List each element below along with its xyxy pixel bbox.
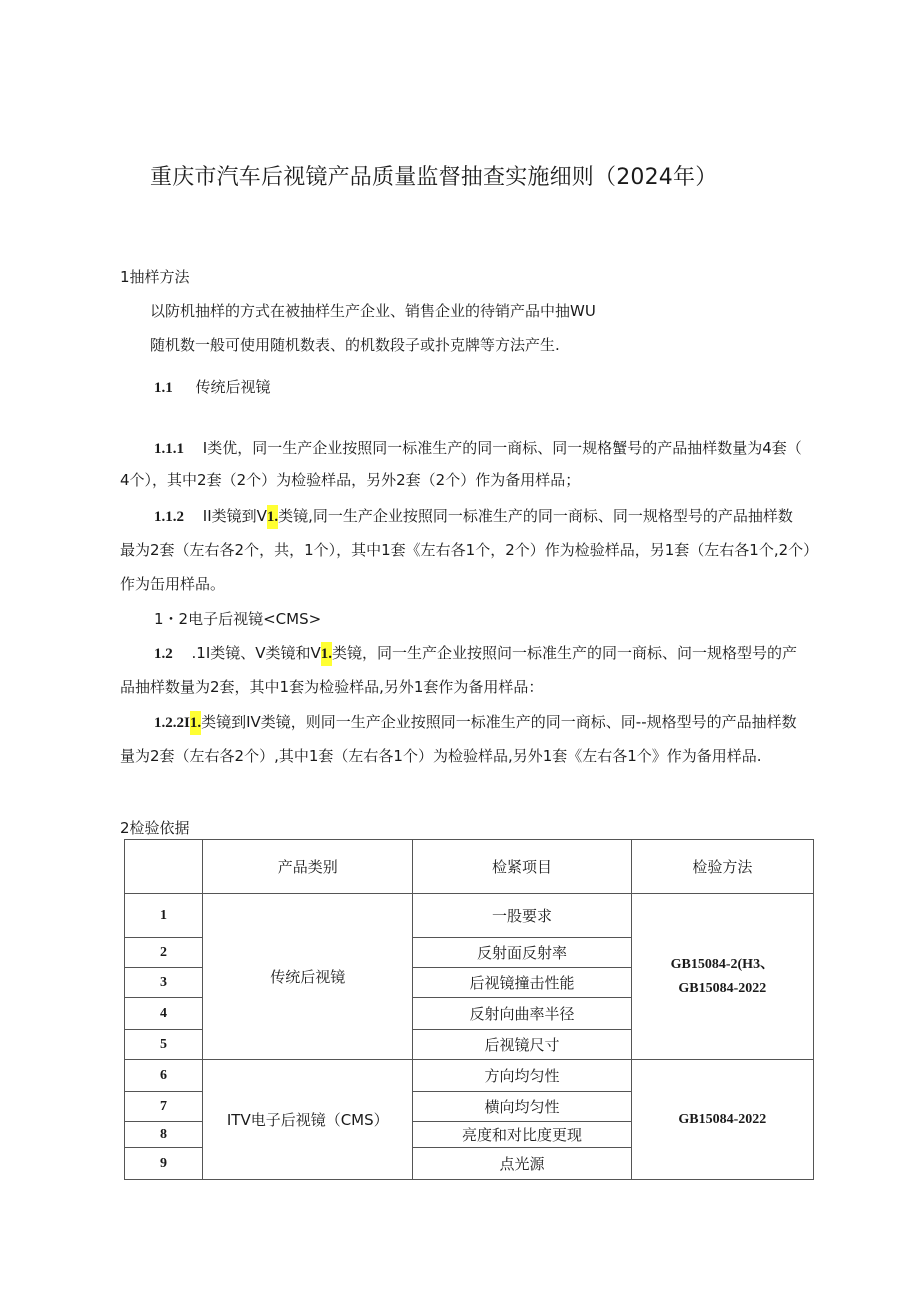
row-index: 4 bbox=[125, 998, 203, 1030]
section-1-1-title: 传统后视镜 bbox=[195, 378, 271, 396]
method-cell: GB15084-2022 bbox=[631, 1060, 813, 1180]
table-header-cell: 产品类别 bbox=[203, 840, 413, 894]
row-index: 5 bbox=[125, 1030, 203, 1060]
item-cell: 反射向曲率半径 bbox=[413, 998, 631, 1030]
row-index: 6 bbox=[125, 1060, 203, 1092]
section-1-1-number: 1.1 bbox=[154, 380, 173, 396]
clause-1-2-1-line-2: 品抽样数量为2套，其中1套为检验样品,另外1套作为备用样品： bbox=[120, 678, 544, 696]
table-header-row bbox=[125, 840, 814, 894]
clause-1-1-2-line-2: 最为2套（左右各2个，共，1个），其中1套《左右各1个，2个）作为检验样品，另1套（左右各1个,2个） bbox=[120, 541, 819, 559]
item-cell: 后视镜尺寸 bbox=[413, 1030, 631, 1060]
row-index: 9 bbox=[125, 1148, 203, 1180]
table-row bbox=[125, 1060, 814, 1092]
item-cell: 反射面反射率 bbox=[413, 938, 631, 968]
document-title: 重庆市汽车后视镜产品质量监督抽查实施细则（2024年） bbox=[150, 165, 718, 190]
category-cell: ITV电子后视镜（CMS） bbox=[203, 1060, 413, 1180]
row-index: 2 bbox=[125, 938, 203, 968]
row-index: 8 bbox=[125, 1122, 203, 1148]
item-cell: 亮度和对比度更现 bbox=[413, 1122, 631, 1148]
clause-1-1-2-line-1 bbox=[154, 505, 793, 526]
clause-1-1-2-text-a: II类镜到V bbox=[202, 507, 267, 525]
clause-1-1-2-number: 1.1.2 bbox=[154, 509, 184, 525]
clause-1-1-1-line-1 bbox=[154, 437, 802, 458]
clause-1-2-2-text: 类镜到IV类镜，则同一生产企业按照同一标准生产的同一商标、同--规格型号的产品抽样数 bbox=[201, 713, 797, 731]
clause-1-1-1-line-2: 4个），其中2套（2个）为检验样品，另外2套（2个）作为备用样品； bbox=[120, 471, 581, 489]
section-1-paragraph-2: 随机数一般可使用随机数表、的机数段子或扑克牌等方法产生. bbox=[150, 336, 560, 354]
clause-1-2-1-text-b: 类镜，同一生产企业按照问一标准生产的同一商标、问一规格型号的产 bbox=[332, 644, 798, 662]
section-2-heading: 2检验依据 bbox=[120, 819, 190, 837]
row-index: 7 bbox=[125, 1092, 203, 1122]
item-cell: 横向均匀性 bbox=[413, 1092, 631, 1122]
clause-1-1-1-text: I类优，同一生产企业按照同一标准生产的同一商标、同一规格蟹号的产品抽样数量为4套（ bbox=[202, 439, 802, 457]
item-cell: 后视镜撞击性能 bbox=[413, 968, 631, 998]
clause-1-1-1-number: 1.1.1 bbox=[154, 441, 184, 457]
table-header-cell: 检验方法 bbox=[631, 840, 813, 894]
item-cell: 点光源 bbox=[413, 1148, 631, 1180]
clause-1-1-2-text-b: 类镜,同一生产企业按照同一标准生产的同一商标、同一规格型号的产品抽样数 bbox=[278, 507, 793, 525]
row-index: 3 bbox=[125, 968, 203, 998]
clause-1-1-2-line-3: 作为缶用样品。 bbox=[120, 575, 226, 593]
item-cell: 一股要求 bbox=[413, 894, 631, 938]
clause-1-2-2-number: 1.2.2I bbox=[154, 715, 190, 731]
clause-1-2-1-number: 1.2 bbox=[154, 646, 173, 662]
clause-1-2-1-line-1 bbox=[154, 642, 797, 663]
table-header-cell: 检紧项目 bbox=[413, 840, 631, 894]
clause-1-2-1-text-a: .1I类镜、V类镜和V bbox=[191, 644, 321, 662]
section-1-2-heading: 1・2电子后视镜<CMS> bbox=[154, 610, 322, 628]
category-cell: 传统后视镜 bbox=[203, 894, 413, 1060]
section-1-heading: 1抽样方法 bbox=[120, 268, 190, 286]
table-row bbox=[125, 894, 814, 938]
table-header-cell bbox=[125, 840, 203, 894]
inspection-table bbox=[124, 839, 814, 1180]
clause-1-2-2-line-2: 量为2套（左右各2个）,其中1套（左右各1个）为检验样品,另外1套《左右各1个》作为备用样品. bbox=[120, 747, 762, 765]
method-cell bbox=[631, 894, 813, 1060]
method-line: GB15084-2(H3、 bbox=[670, 956, 775, 972]
clause-1-2-2-line-1 bbox=[154, 711, 797, 732]
section-1-paragraph-1: 以防机抽样的方式在被抽样生产企业、销售企业的待销产品中抽WU bbox=[150, 302, 596, 320]
highlighted-mark: 1. bbox=[267, 505, 278, 529]
item-cell: 方向均匀性 bbox=[413, 1060, 631, 1092]
method-line: GB15084-2022 bbox=[678, 980, 767, 996]
highlighted-mark: 1. bbox=[321, 642, 332, 666]
section-1-1-heading bbox=[154, 376, 271, 397]
row-index: 1 bbox=[125, 894, 203, 938]
highlighted-mark: 1. bbox=[190, 711, 201, 735]
